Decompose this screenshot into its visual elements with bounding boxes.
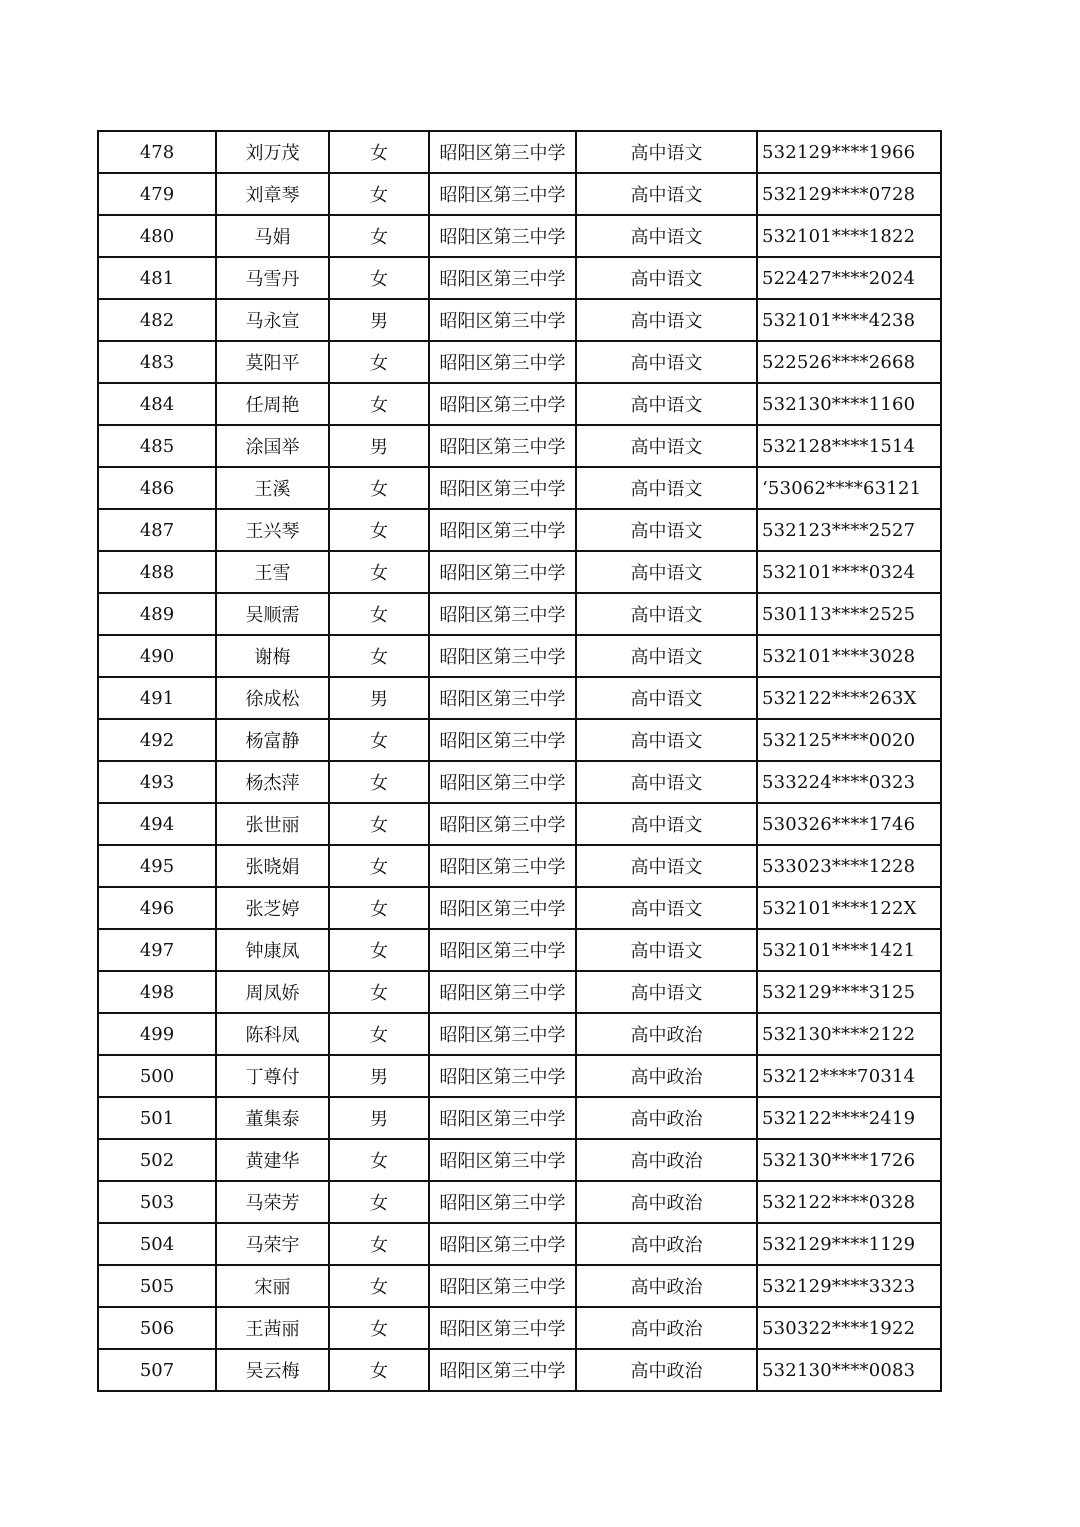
subject-cell: 高中政治	[576, 1181, 757, 1223]
gender-cell: 女	[329, 887, 429, 929]
school-cell: 昭阳区第三中学	[429, 1181, 576, 1223]
gender-cell: 女	[329, 1265, 429, 1307]
subject-cell: 高中语文	[576, 593, 757, 635]
school-cell: 昭阳区第三中学	[429, 425, 576, 467]
subject-cell: 高中语文	[576, 677, 757, 719]
table-row	[98, 1349, 941, 1391]
gender-cell: 女	[329, 383, 429, 425]
table-row	[98, 635, 941, 677]
name-cell: 马娟	[216, 215, 329, 257]
gender-cell: 女	[329, 635, 429, 677]
name-cell: 王茜丽	[216, 1307, 329, 1349]
id-number-cell: 532129****1129	[757, 1223, 941, 1265]
gender-cell: 女	[329, 761, 429, 803]
table-row	[98, 1055, 941, 1097]
subject-cell: 高中政治	[576, 1139, 757, 1181]
id-number-cell: 532101****1822	[757, 215, 941, 257]
roster-table	[97, 130, 942, 1392]
table-row	[98, 677, 941, 719]
id-number-cell: 532128****1514	[757, 425, 941, 467]
gender-cell: 女	[329, 803, 429, 845]
table-row	[98, 173, 941, 215]
row-number-cell: 487	[98, 509, 216, 551]
id-number-cell: 532122****263X	[757, 677, 941, 719]
school-cell: 昭阳区第三中学	[429, 215, 576, 257]
gender-cell: 女	[329, 173, 429, 215]
row-number-cell: 499	[98, 1013, 216, 1055]
gender-cell: 女	[329, 845, 429, 887]
subject-cell: 高中语文	[576, 131, 757, 173]
row-number-cell: 489	[98, 593, 216, 635]
table-row	[98, 299, 941, 341]
id-number-cell: 530322****1922	[757, 1307, 941, 1349]
table-row	[98, 971, 941, 1013]
subject-cell: 高中语文	[576, 257, 757, 299]
name-cell: 丁尊付	[216, 1055, 329, 1097]
id-number-cell: 532101****3028	[757, 635, 941, 677]
gender-cell: 男	[329, 425, 429, 467]
name-cell: 涂国举	[216, 425, 329, 467]
id-number-cell: 532101****0324	[757, 551, 941, 593]
school-cell: 昭阳区第三中学	[429, 971, 576, 1013]
gender-cell: 女	[329, 1349, 429, 1391]
subject-cell: 高中语文	[576, 803, 757, 845]
row-number-cell: 496	[98, 887, 216, 929]
id-number-cell: 532101****1421	[757, 929, 941, 971]
gender-cell: 女	[329, 1139, 429, 1181]
school-cell: 昭阳区第三中学	[429, 677, 576, 719]
subject-cell: 高中语文	[576, 971, 757, 1013]
row-number-cell: 507	[98, 1349, 216, 1391]
table-row	[98, 1223, 941, 1265]
subject-cell: 高中政治	[576, 1349, 757, 1391]
gender-cell: 女	[329, 257, 429, 299]
row-number-cell: 497	[98, 929, 216, 971]
school-cell: 昭阳区第三中学	[429, 1265, 576, 1307]
id-number-cell: 532130****2122	[757, 1013, 941, 1055]
subject-cell: 高中政治	[576, 1097, 757, 1139]
gender-cell: 女	[329, 719, 429, 761]
table-row	[98, 509, 941, 551]
id-number-cell: ‘53062****63121	[757, 467, 941, 509]
table-row	[98, 467, 941, 509]
name-cell: 徐成松	[216, 677, 329, 719]
name-cell: 黄建华	[216, 1139, 329, 1181]
id-number-cell: 530326****1746	[757, 803, 941, 845]
name-cell: 杨杰萍	[216, 761, 329, 803]
name-cell: 杨富静	[216, 719, 329, 761]
row-number-cell: 504	[98, 1223, 216, 1265]
table-row	[98, 215, 941, 257]
roster-body	[98, 131, 941, 1391]
school-cell: 昭阳区第三中学	[429, 1307, 576, 1349]
school-cell: 昭阳区第三中学	[429, 1349, 576, 1391]
row-number-cell: 482	[98, 299, 216, 341]
row-number-cell: 503	[98, 1181, 216, 1223]
subject-cell: 高中政治	[576, 1307, 757, 1349]
id-number-cell: 532129****1966	[757, 131, 941, 173]
subject-cell: 高中语文	[576, 551, 757, 593]
id-number-cell: 522427****2024	[757, 257, 941, 299]
id-number-cell: 532130****1726	[757, 1139, 941, 1181]
row-number-cell: 486	[98, 467, 216, 509]
gender-cell: 女	[329, 215, 429, 257]
table-row	[98, 1307, 941, 1349]
name-cell: 吴云梅	[216, 1349, 329, 1391]
school-cell: 昭阳区第三中学	[429, 131, 576, 173]
school-cell: 昭阳区第三中学	[429, 1013, 576, 1055]
name-cell: 宋丽	[216, 1265, 329, 1307]
school-cell: 昭阳区第三中学	[429, 803, 576, 845]
table-row	[98, 131, 941, 173]
subject-cell: 高中语文	[576, 761, 757, 803]
id-number-cell: 532122****0328	[757, 1181, 941, 1223]
subject-cell: 高中政治	[576, 1013, 757, 1055]
name-cell: 马永宣	[216, 299, 329, 341]
row-number-cell: 505	[98, 1265, 216, 1307]
table-row	[98, 1139, 941, 1181]
subject-cell: 高中语文	[576, 887, 757, 929]
school-cell: 昭阳区第三中学	[429, 299, 576, 341]
table-row	[98, 383, 941, 425]
subject-cell: 高中语文	[576, 173, 757, 215]
gender-cell: 女	[329, 551, 429, 593]
row-number-cell: 506	[98, 1307, 216, 1349]
id-number-cell: 532101****4238	[757, 299, 941, 341]
row-number-cell: 502	[98, 1139, 216, 1181]
row-number-cell: 478	[98, 131, 216, 173]
id-number-cell: 532101****122X	[757, 887, 941, 929]
gender-cell: 女	[329, 509, 429, 551]
school-cell: 昭阳区第三中学	[429, 845, 576, 887]
table-row	[98, 887, 941, 929]
school-cell: 昭阳区第三中学	[429, 551, 576, 593]
name-cell: 钟康凤	[216, 929, 329, 971]
gender-cell: 女	[329, 1307, 429, 1349]
school-cell: 昭阳区第三中学	[429, 1055, 576, 1097]
name-cell: 马荣宇	[216, 1223, 329, 1265]
gender-cell: 男	[329, 1055, 429, 1097]
gender-cell: 女	[329, 929, 429, 971]
id-number-cell: 532123****2527	[757, 509, 941, 551]
id-number-cell: 532129****3125	[757, 971, 941, 1013]
row-number-cell: 500	[98, 1055, 216, 1097]
gender-cell: 男	[329, 1097, 429, 1139]
subject-cell: 高中语文	[576, 719, 757, 761]
name-cell: 马荣芳	[216, 1181, 329, 1223]
gender-cell: 女	[329, 341, 429, 383]
name-cell: 刘万茂	[216, 131, 329, 173]
table-row	[98, 593, 941, 635]
name-cell: 张晓娟	[216, 845, 329, 887]
id-number-cell: 532129****3323	[757, 1265, 941, 1307]
row-number-cell: 480	[98, 215, 216, 257]
id-number-cell: 522526****2668	[757, 341, 941, 383]
id-number-cell: 530113****2525	[757, 593, 941, 635]
table-row	[98, 719, 941, 761]
id-number-cell: 532130****1160	[757, 383, 941, 425]
id-number-cell: 533224****0323	[757, 761, 941, 803]
row-number-cell: 491	[98, 677, 216, 719]
table-row	[98, 803, 941, 845]
table-row	[98, 761, 941, 803]
school-cell: 昭阳区第三中学	[429, 257, 576, 299]
table-row	[98, 1097, 941, 1139]
table-row	[98, 845, 941, 887]
school-cell: 昭阳区第三中学	[429, 635, 576, 677]
id-number-cell: 532122****2419	[757, 1097, 941, 1139]
name-cell: 任周艳	[216, 383, 329, 425]
name-cell: 王兴琴	[216, 509, 329, 551]
school-cell: 昭阳区第三中学	[429, 887, 576, 929]
gender-cell: 女	[329, 971, 429, 1013]
gender-cell: 男	[329, 677, 429, 719]
name-cell: 张世丽	[216, 803, 329, 845]
gender-cell: 女	[329, 467, 429, 509]
name-cell: 王溪	[216, 467, 329, 509]
name-cell: 王雪	[216, 551, 329, 593]
row-number-cell: 494	[98, 803, 216, 845]
row-number-cell: 501	[98, 1097, 216, 1139]
school-cell: 昭阳区第三中学	[429, 1097, 576, 1139]
row-number-cell: 479	[98, 173, 216, 215]
subject-cell: 高中语文	[576, 635, 757, 677]
row-number-cell: 483	[98, 341, 216, 383]
subject-cell: 高中政治	[576, 1265, 757, 1307]
name-cell: 陈科凤	[216, 1013, 329, 1055]
name-cell: 刘章琴	[216, 173, 329, 215]
row-number-cell: 488	[98, 551, 216, 593]
table-row	[98, 1265, 941, 1307]
subject-cell: 高中语文	[576, 383, 757, 425]
subject-cell: 高中语文	[576, 929, 757, 971]
table-row	[98, 929, 941, 971]
name-cell: 莫阳平	[216, 341, 329, 383]
row-number-cell: 490	[98, 635, 216, 677]
school-cell: 昭阳区第三中学	[429, 509, 576, 551]
table-row	[98, 1013, 941, 1055]
name-cell: 董集泰	[216, 1097, 329, 1139]
school-cell: 昭阳区第三中学	[429, 1223, 576, 1265]
id-number-cell: 532130****0083	[757, 1349, 941, 1391]
table-row	[98, 425, 941, 467]
subject-cell: 高中政治	[576, 1223, 757, 1265]
school-cell: 昭阳区第三中学	[429, 1139, 576, 1181]
id-number-cell: 532129****0728	[757, 173, 941, 215]
row-number-cell: 481	[98, 257, 216, 299]
name-cell: 吴顺需	[216, 593, 329, 635]
name-cell: 周凤娇	[216, 971, 329, 1013]
row-number-cell: 485	[98, 425, 216, 467]
row-number-cell: 495	[98, 845, 216, 887]
school-cell: 昭阳区第三中学	[429, 173, 576, 215]
row-number-cell: 498	[98, 971, 216, 1013]
id-number-cell: 532125****0020	[757, 719, 941, 761]
gender-cell: 男	[329, 299, 429, 341]
school-cell: 昭阳区第三中学	[429, 467, 576, 509]
gender-cell: 女	[329, 1223, 429, 1265]
name-cell: 张芝婷	[216, 887, 329, 929]
row-number-cell: 484	[98, 383, 216, 425]
gender-cell: 女	[329, 131, 429, 173]
subject-cell: 高中语文	[576, 215, 757, 257]
row-number-cell: 492	[98, 719, 216, 761]
name-cell: 马雪丹	[216, 257, 329, 299]
table-row	[98, 1181, 941, 1223]
school-cell: 昭阳区第三中学	[429, 719, 576, 761]
id-number-cell: 53212****70314	[757, 1055, 941, 1097]
subject-cell: 高中政治	[576, 1055, 757, 1097]
name-cell: 谢梅	[216, 635, 329, 677]
school-cell: 昭阳区第三中学	[429, 761, 576, 803]
school-cell: 昭阳区第三中学	[429, 383, 576, 425]
school-cell: 昭阳区第三中学	[429, 593, 576, 635]
table-row	[98, 341, 941, 383]
row-number-cell: 493	[98, 761, 216, 803]
subject-cell: 高中语文	[576, 845, 757, 887]
gender-cell: 女	[329, 1181, 429, 1223]
table-row	[98, 551, 941, 593]
subject-cell: 高中语文	[576, 509, 757, 551]
gender-cell: 女	[329, 1013, 429, 1055]
gender-cell: 女	[329, 593, 429, 635]
table-row	[98, 257, 941, 299]
id-number-cell: 533023****1228	[757, 845, 941, 887]
school-cell: 昭阳区第三中学	[429, 341, 576, 383]
subject-cell: 高中语文	[576, 299, 757, 341]
subject-cell: 高中语文	[576, 425, 757, 467]
school-cell: 昭阳区第三中学	[429, 929, 576, 971]
subject-cell: 高中语文	[576, 341, 757, 383]
subject-cell: 高中语文	[576, 467, 757, 509]
